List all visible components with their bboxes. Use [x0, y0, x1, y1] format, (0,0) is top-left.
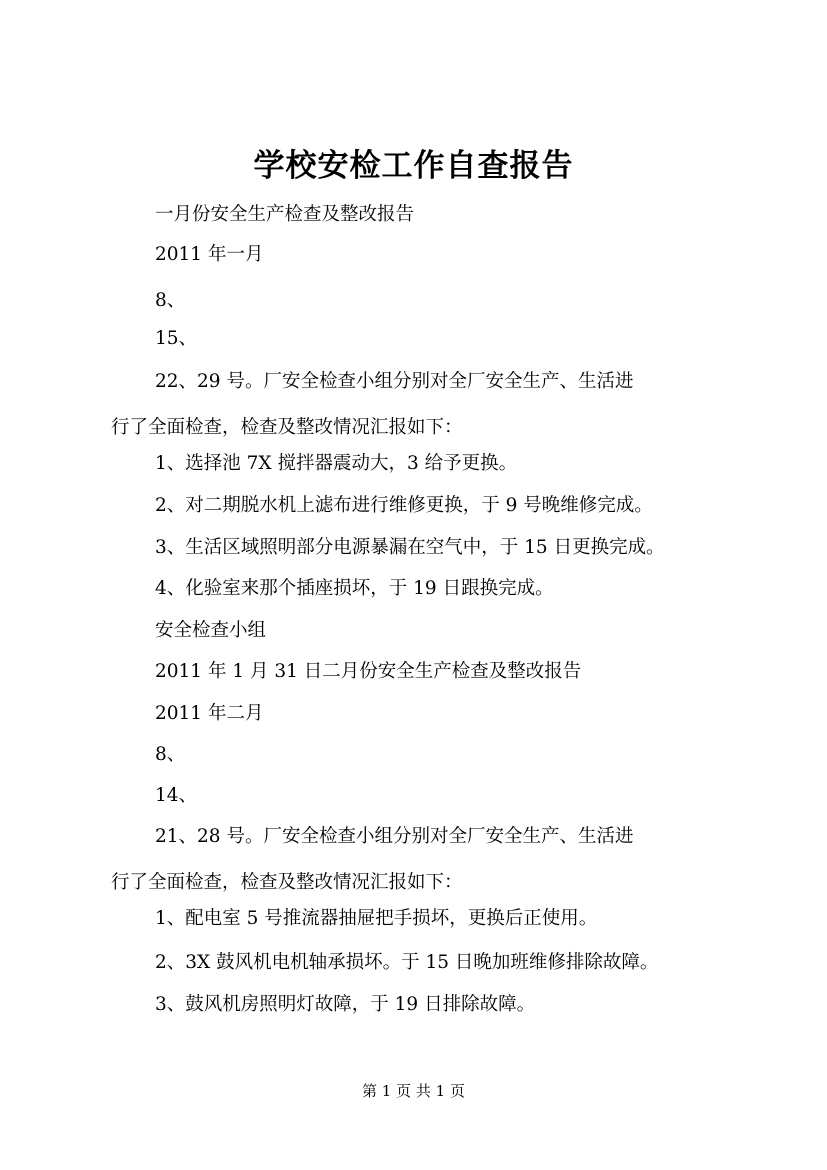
paragraph	[111, 494, 741, 518]
paragraph	[111, 452, 741, 476]
paragraph-line: 3、生活区域照明部分电源暴漏在空气中，于 15 日更换完成。	[155, 537, 665, 558]
paragraph-line: 21、28 号。厂安全检查小组分别对全厂安全生产、生活进	[155, 826, 634, 847]
paragraph	[111, 577, 741, 601]
paragraph-line: 8、	[155, 290, 186, 311]
paragraph	[111, 825, 741, 895]
paragraph-line: 1、选择池 7X 搅拌器震动大，3 给予更换。	[155, 453, 518, 474]
paragraph-line: 2011 年 1 月 31 日二月份安全生产检查及整改报告	[155, 661, 582, 682]
paragraph	[111, 536, 741, 560]
paragraph-line: 4、化验室来那个插座损坏，于 19 日跟换完成。	[155, 578, 554, 599]
paragraph-line: 2011 年二月	[155, 703, 264, 724]
paragraph-line: 2、3X 鼓风机电机轴承损坏。于 15 日晚加班维修排除故障。	[155, 952, 659, 973]
paragraph	[111, 289, 741, 313]
paragraph-line: 22、29 号。厂安全检查小组分别对全厂安全生产、生活进	[155, 371, 634, 392]
paragraph	[111, 203, 741, 227]
paragraph-line: 行了全面检查，检查及整改情况汇报如下：	[111, 872, 463, 893]
paragraph	[111, 784, 741, 808]
paragraph	[111, 370, 741, 440]
paragraph-line: 一月份安全生产检查及整改报告	[155, 204, 415, 225]
paragraph	[111, 702, 741, 726]
paragraph	[111, 743, 741, 767]
paragraph-line: 1、配电室 5 号推流器抽屉把手损坏，更换后正使用。	[155, 908, 598, 929]
paragraph-line: 15、	[155, 328, 198, 349]
document-title: 学校安检工作自查报告	[253, 148, 574, 184]
paragraph-line: 3、鼓风机房照明灯故障，于 19 日排除故障。	[155, 994, 536, 1015]
paragraph	[111, 660, 741, 684]
paragraph-line: 14、	[155, 785, 198, 806]
paragraph-line: 8、	[155, 744, 186, 765]
paragraph-line: 2011 年一月	[155, 244, 264, 265]
paragraph	[111, 327, 741, 351]
paragraph-line: 安全检查小组	[155, 620, 267, 641]
paragraph-line: 行了全面检查，检查及整改情况汇报如下：	[111, 417, 463, 438]
page-number-footer: 第 1 页 共 1 页	[362, 1082, 465, 1100]
paragraph-line: 2、对二期脱水机上滤布进行维修更换，于 9 号晚维修完成。	[155, 495, 653, 516]
paragraph	[111, 243, 741, 267]
paragraph	[111, 619, 741, 643]
paragraph	[111, 951, 741, 975]
paragraph	[111, 907, 741, 931]
paragraph	[111, 993, 741, 1017]
